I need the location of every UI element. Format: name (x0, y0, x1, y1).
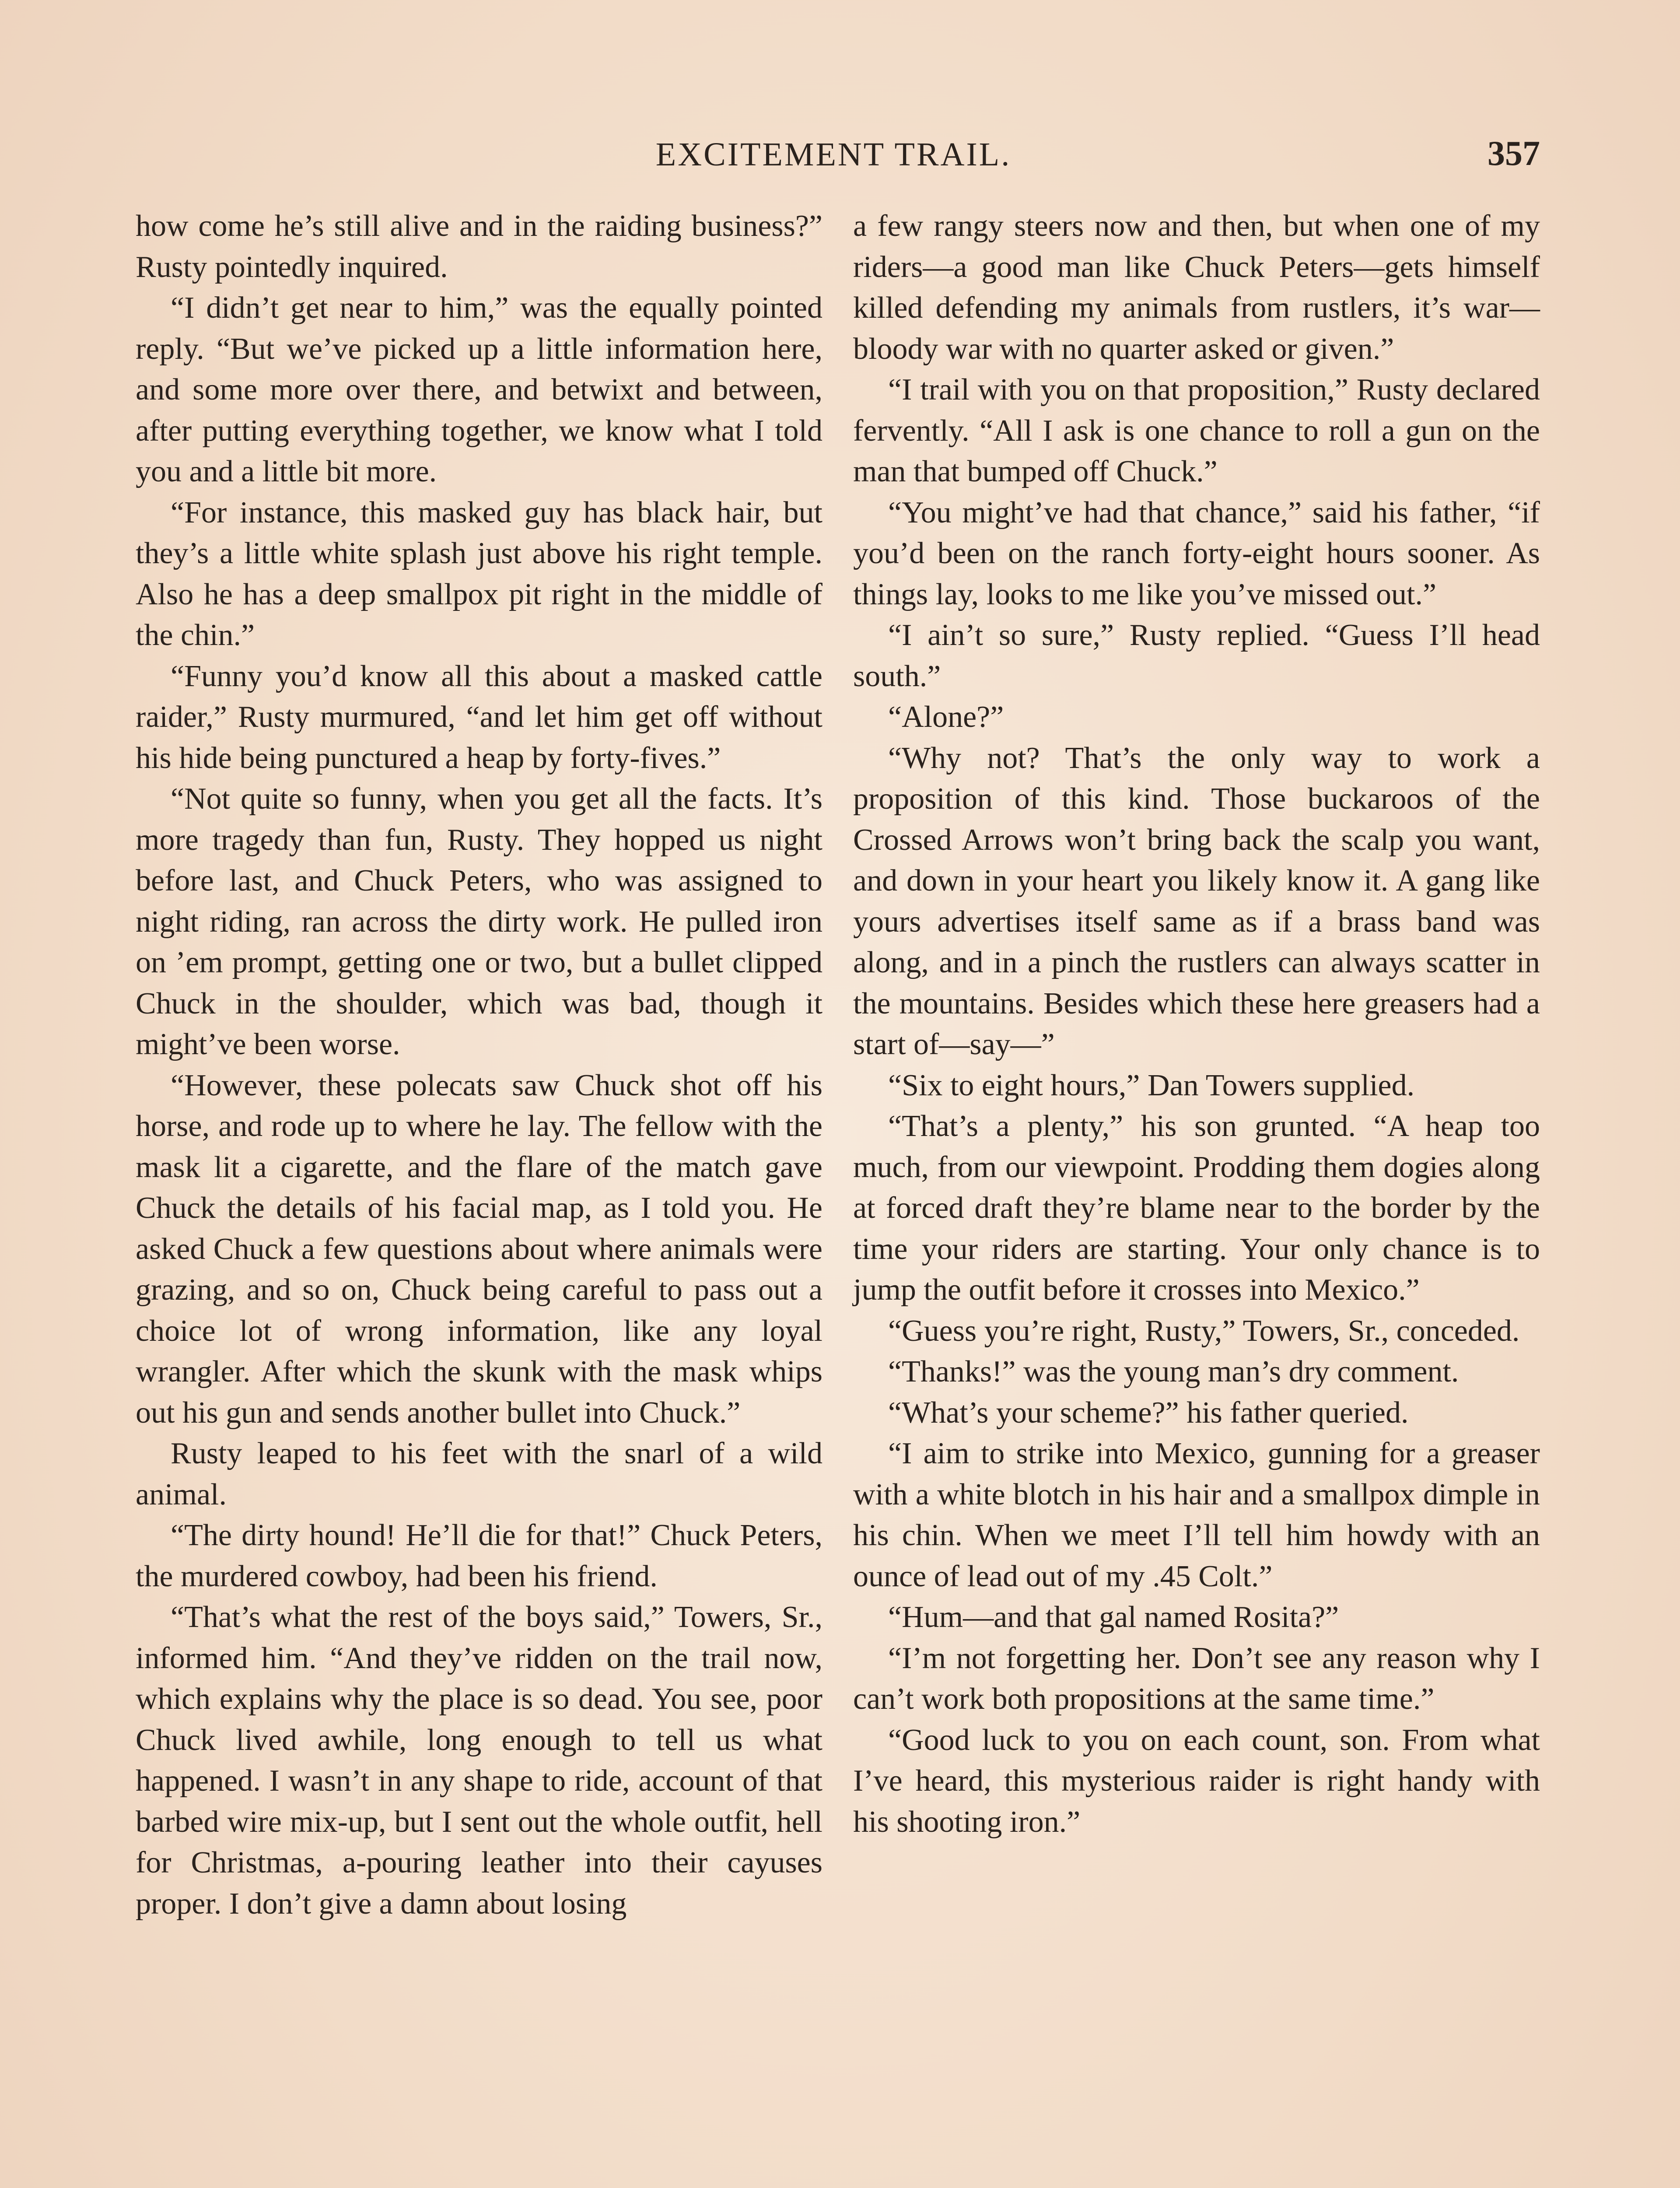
paragraph: “I aim to strike into Mexico, gunning for a greaser with a white blotch in his hair and a smallpox dimple in his chin. When we meet I’ll tell him howdy with an ounce of lead out of my .45 Colt.” (853, 1437, 1540, 1593)
paragraph: “That’s what the rest of the boys said,” Towers, Sr., informed him. “And they’ve ridden on the trail now, which explains why the place is so dead. You see, poor Chuck lived awhile, long enough to tell us what happened. I wasn’t in any shape to ride, account of that barbed wire mix-up, but I sent out the whole outfit, hell for Christmas, a-pouring leather into their cayuses proper. I don’t give a damn about losing (136, 1600, 822, 1921)
paragraph: “Hum—and that gal named Rosita?” (888, 1600, 1339, 1634)
paragraph: “Thanks!” was the young man’s dry comment. (888, 1355, 1459, 1389)
paragraph: “Funny you’d know all this about a masked cattle raider,” Rusty murmured, “and let him get off without his hide being punctured a heap by forty-fives.” (136, 659, 822, 775)
paragraph: “I didn’t get near to him,” was the equally pointed reply. “But we’ve picked up a little information here, and some more over there, and betwixt and between, after putting everything together, we know what I told you and a little bit more. (136, 291, 822, 488)
paragraph: “Good luck to you on each count, son. From what I’ve heard, this mysterious raider is right handy with his shooting iron.” (853, 1723, 1540, 1839)
paragraph: “That’s a plenty,” his son grunted. “A heap too much, from our viewpoint. Prodding them dogies along at forced draft they’re blame near to the border by the time your riders are starting. Your only chance is to jump the outfit before it crosses into Mexico.” (853, 1109, 1540, 1307)
paragraph: Rusty leaped to his feet with the snarl of a wild animal. (136, 1437, 822, 1511)
paragraph: how come he’s still alive and in the raiding business?” Rusty pointedly inquired. (136, 209, 822, 284)
paragraph: “You might’ve had that chance,” said his father, “if you’d been on the ranch forty-eight hours sooner. As things lay, looks to me like you’ve missed out.” (853, 495, 1540, 611)
page-number: 357 (1488, 134, 1540, 173)
paragraph: “However, these polecats saw Chuck shot off his horse, and rode up to where he lay. The fellow with the mask lit a cigarette, and the flare of the match gave Chuck the details of his facial map, as I told you. He asked Chuck a few questions about where animals were grazing, and so on, Chuck being careful to pass out a choice lot of wrong information, like any loyal wrangler. After which the skunk with the mask whips out his gun and sends another bullet into Chuck.” (136, 1068, 822, 1430)
paragraph: “I ain’t so sure,” Rusty replied. “Guess I’ll head south.” (853, 618, 1540, 693)
paragraph: “I trail with you on that proposition,” Rusty declared fervently. “All I ask is one chance to roll a gun on the man that bumped off Chuck.” (853, 373, 1540, 488)
right-text-column (853, 206, 1540, 1842)
paragraph: “Alone?” (888, 700, 1004, 734)
paragraph: “Six to eight hours,” Dan Towers supplied. (888, 1068, 1415, 1102)
paragraph: “I’m not forgetting her. Don’t see any reason why I can’t work both propositions at the same time.” (853, 1641, 1540, 1716)
paragraph: “For instance, this masked guy has black hair, but they’s a little white splash just above his right temple. Also he has a deep smallpox pit right in the middle of the chin.” (136, 495, 822, 652)
left-text-column (136, 206, 822, 1924)
paragraph: “Not quite so funny, when you get all the facts. It’s more tragedy than fun, Rusty. They hopped us night before last, and Chuck Peters, who was assigned to night riding, ran across the dirty work. He pulled iron on ’em prompt, getting one or two, but a bullet clipped Chuck in the shoulder, which was bad, though it might’ve been worse. (136, 782, 822, 1061)
paragraph: “What’s your scheme?” his father queried. (888, 1396, 1409, 1430)
paragraph: “The dirty hound! He’ll die for that!” Chuck Peters, the murdered cowboy, had been his friend. (136, 1518, 822, 1593)
paragraph: “Guess you’re right, Rusty,” Towers, Sr., conceded. (888, 1314, 1520, 1348)
paragraph: a few rangy steers now and then, but when one of my riders—a good man like Chuck Peters—gets himself killed defending my animals from rustlers, it’s war—bloody war with no quarter asked or given.” (853, 209, 1540, 366)
running-head (127, 131, 1540, 179)
paragraph: “Why not? That’s the only way to work a proposition of this kind. Those buckaroos of the Crossed Arrows won’t bring back the scalp you want, and down in your heart you likely know it. A gang like yours advertises itself same as if a brass band was along, and in a pinch the rustlers can always scatter in the mountains. Besides which these here greasers had a start of—say—” (853, 741, 1540, 1061)
running-title: EXCITEMENT TRAIL. (655, 136, 1012, 173)
